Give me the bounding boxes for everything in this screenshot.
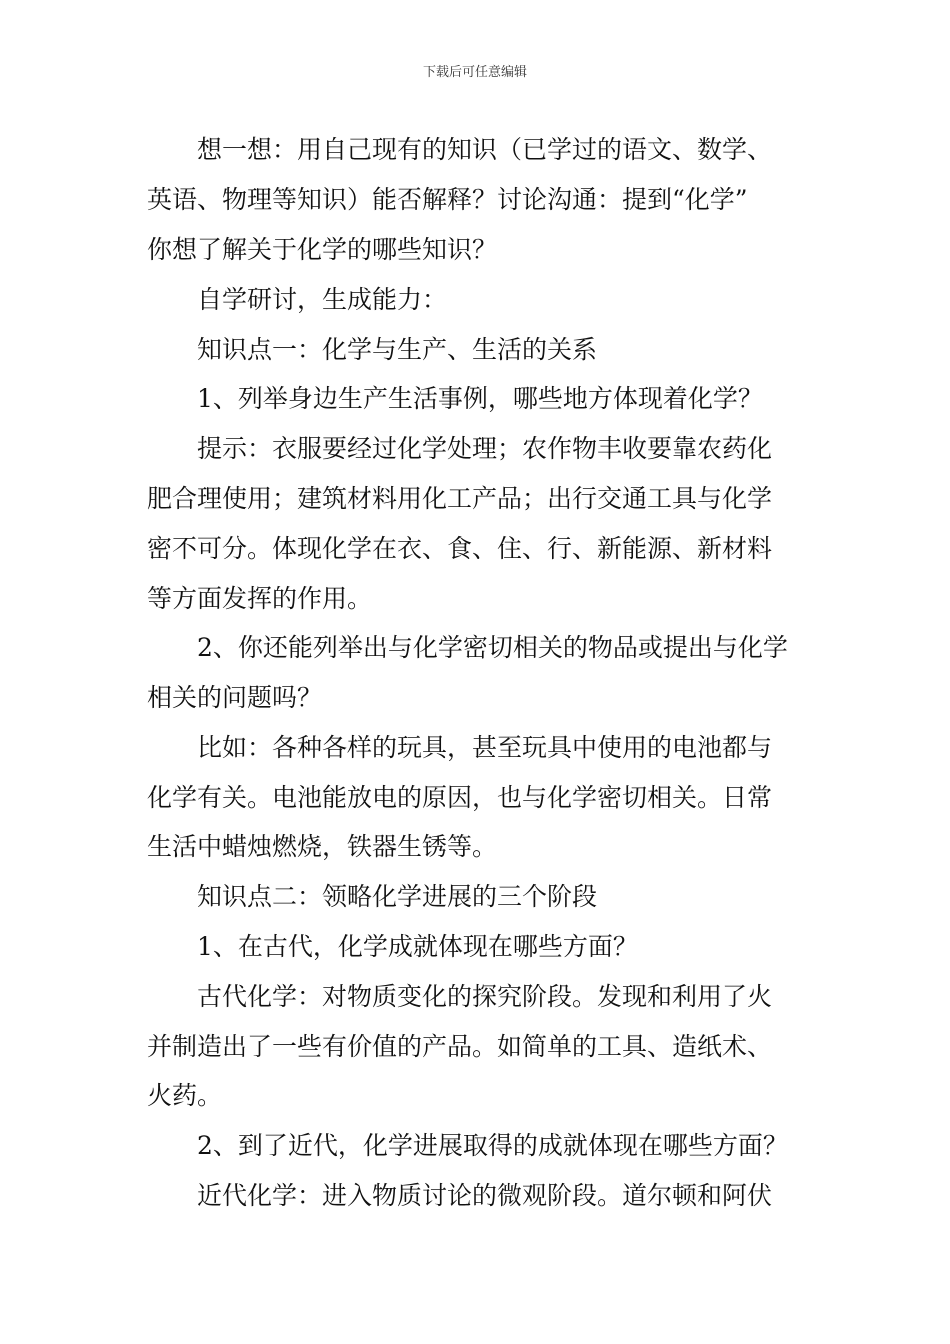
text-line: 古代化学：对物质变化的探究阶段。发现和利用了火 [197, 982, 773, 1011]
text-line: 火药。 [147, 1081, 223, 1110]
text-line: 你想了解关于化学的哪些知识？ [147, 235, 498, 264]
text-line: 1、在古代，化学成就体现在哪些方面？ [197, 932, 638, 961]
text-line: 近代化学：进入物质讨论的微观阶段。道尔顿和阿伏 [197, 1181, 773, 1210]
section-heading: 知识点二：领略化学进展的三个阶段 [197, 882, 598, 911]
text-line: 想一想：用自己现有的知识（已学过的语文、数学、 [197, 135, 773, 164]
text-line: 生活中蜡烛燃烧，铁器生锈等。 [147, 832, 498, 861]
page-header: 下载后可任意编辑 [422, 65, 527, 80]
section-heading: 知识点一：化学与生产、生活的关系 [197, 335, 598, 364]
text-line: 化学有关。电池能放电的原因，也与化学密切相关。日常 [147, 783, 773, 812]
text-line: 比如：各种各样的玩具，甚至玩具中使用的电池都与 [197, 733, 773, 762]
text-line: 相关的问题吗？ [147, 683, 323, 712]
text-line: 2、你还能列举出与化学密切相关的物品或提出与化学 [197, 633, 788, 662]
text-line: 自学研讨，生成能力： [197, 285, 448, 314]
text-line: 英语、物理等知识）能否解释？讨论沟通：提到“化学” [147, 185, 748, 214]
text-line: 2、到了近代，化学进展取得的成就体现在哪些方面？ [197, 1131, 788, 1160]
text-line: 提示：衣服要经过化学处理；农作物丰收要靠农药化 [197, 434, 773, 463]
text-line: 密不可分。体现化学在衣、食、住、行、新能源、新材料 [147, 534, 773, 563]
text-line: 1、列举身边生产生活事例，哪些地方体现着化学？ [197, 384, 763, 413]
text-line: 并制造出了一些有价值的产品。如简单的工具、造纸术、 [147, 1032, 773, 1061]
text-line: 等方面发挥的作用。 [147, 584, 373, 613]
text-line: 肥合理使用；建筑材料用化工产品；出行交通工具与化学 [147, 484, 773, 513]
